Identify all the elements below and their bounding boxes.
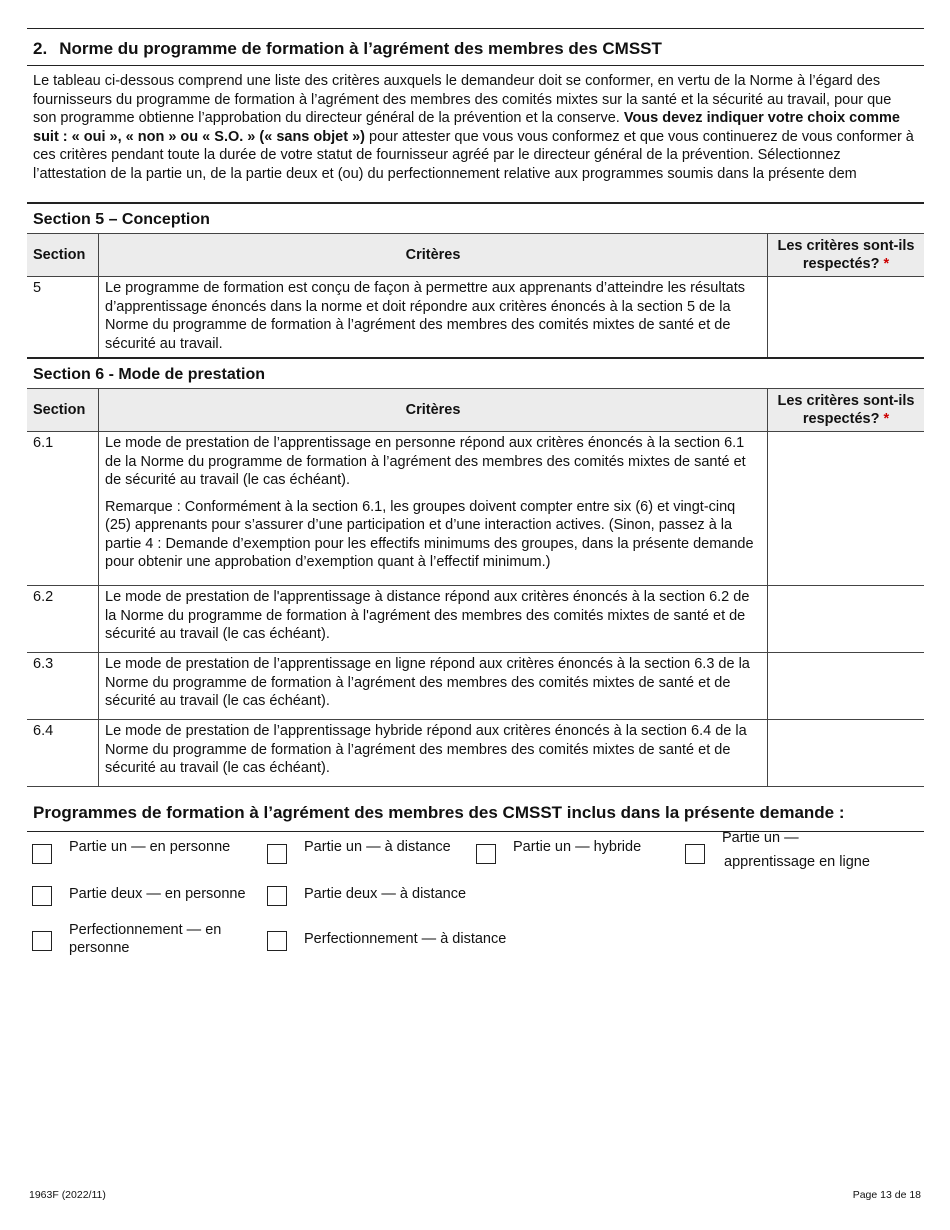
form-page — [27, 28, 924, 972]
row-criteria-text: Le programme de formation est conçu de façon à permettre aux apprenants d’atteindre les résultats d’apprentissage énoncés dans la norme et doit répondre aux critères énoncés à la section 5 de la Norme du programme de formation à l’agrément des membres des comités mixtes de santé et de sécurité au travail. — [99, 277, 768, 359]
checkbox-perfectionnement-en-personne[interactable] — [32, 931, 52, 951]
required-asterisk: * — [883, 411, 890, 427]
criteria-met-input[interactable] — [768, 653, 925, 720]
option-label-line-2: personne — [69, 940, 130, 956]
section-5-table — [27, 233, 924, 359]
option-label: Perfectionnement — à distance — [304, 931, 507, 947]
criteria-met-input[interactable] — [768, 277, 925, 359]
row-criteria-text: Le mode de prestation de l’apprentissage hybride répond aux critères énoncés à la section 6.4 de la Norme du programme de formation à l’agrément des membres des comités mixtes de santé et de sécurité au travail (le cas échéant). — [99, 720, 768, 787]
row-criteria-note: Remarque : Conformément à la section 6.1, les groupes doivent compter entre six (6) et vingt-cinq (25) apprenants pour s’assurer d’une participation et d’une interaction actives. (Sinon, passez à la partie 4 : Demande d’exemption pour les effectifs minimums des groupes, dans la présente demande pour obtenir une approbation d’exemption quant à l’effectif minimum.) — [105, 498, 754, 570]
section-6-table — [27, 388, 924, 787]
checkbox-perfectionnement-a-distance[interactable] — [267, 931, 287, 951]
programs-title: Programmes de formation à l’agrément des membres des CMSST inclus dans la présente demande : — [27, 787, 924, 832]
table-row — [27, 432, 924, 586]
row-criteria-text: Le mode de prestation de l’apprentissage en ligne répond aux critères énoncés à la section 6.3 de la Norme du programme de formation à l’agrément des membres des comités mixtes de santé et de sécurité au travail (le cas échéant). — [99, 653, 768, 720]
option-label: Partie deux — à distance — [304, 886, 467, 902]
table-header-row — [27, 234, 924, 277]
header-met-label: Les critères sont-ils respectés? — [777, 393, 915, 427]
table-row — [27, 277, 924, 359]
page-number: Page 13 de 18 — [852, 1189, 921, 1201]
programs-options — [27, 832, 924, 972]
option-label: Partie un — en personne — [69, 839, 231, 855]
table-header-row — [27, 389, 924, 432]
header-criteria: Critères — [99, 389, 768, 432]
header-criteria: Critères — [99, 234, 768, 277]
section-2-heading — [27, 28, 924, 66]
option-label: Partie un — hybride — [513, 839, 642, 855]
row-section-number: 6.2 — [27, 586, 99, 653]
intro-text-2: pour attester que vous vous conformez et que vous continuerez de vous conformer à ces critères pendant toute la durée de votre statut de fournisseur agréé par le directeur général de la prévention. Sélectionnez l’attestation de la partie un, de la partie deux et (ou) du perfectionnement relative aux programmes soumis dans la présente dem — [33, 128, 914, 182]
table-row — [27, 653, 924, 720]
section-intro — [27, 66, 924, 204]
row-section-number: 6.3 — [27, 653, 99, 720]
row-section-number: 6.1 — [27, 432, 99, 586]
criteria-met-input[interactable] — [768, 586, 925, 653]
checkbox-partie-un-hybride[interactable] — [476, 844, 496, 864]
checkbox-partie-un-apprentissage-en-ligne[interactable] — [685, 844, 705, 864]
checkbox-partie-deux-a-distance[interactable] — [267, 886, 287, 906]
option-label-line-1: Partie un — — [722, 830, 799, 846]
section-6-title: Section 6 - Mode de prestation — [33, 366, 266, 383]
intro-text-1: Le tableau ci-dessous comprend une liste des critères auxquels le demandeur doit se conformer, en vertu de la Norme à l’égard des fournisseurs du programme de formation à l’agrément des membres des comités mixtes sur la santé et la sécurité au travail, pour que son programme obtienne l’approbation du directeur général de la prévention et la conserve. — [33, 73, 892, 126]
criteria-met-input[interactable] — [768, 720, 925, 787]
section-number: 2. — [33, 39, 48, 58]
option-label: Partie deux — en personne — [69, 886, 246, 902]
row-section-number: 6.4 — [27, 720, 99, 787]
checkbox-partie-un-a-distance[interactable] — [267, 844, 287, 864]
option-label-line-1: Perfectionnement — en — [69, 922, 222, 938]
row-criteria-text: Le mode de prestation de l’apprentissage en personne répond aux critères énoncés à la section 6.1 de la Norme du programme de formation à l’agrément des membres des comités mixtes de santé et de sécurité au travail (le cas échéant). — [105, 435, 746, 488]
option-label: Partie un — à distance — [304, 839, 451, 855]
header-met — [768, 234, 925, 277]
form-id: 1963F (2022/11) — [29, 1189, 106, 1201]
required-asterisk: * — [883, 256, 890, 272]
section-5-title: Section 5 – Conception — [33, 211, 210, 228]
intro-bold-instruction: Vous devez indiquer votre choix comme suit : « oui », « non » ou « S.O. » (« sans objet ») — [33, 110, 900, 145]
criteria-met-input[interactable] — [768, 432, 925, 586]
row-section-number: 5 — [27, 277, 99, 359]
option-label-line-2: apprentissage en ligne — [724, 854, 870, 870]
header-section: Section — [27, 234, 99, 277]
section-title: Norme du programme de formation à l’agrément des membres des CMSST — [59, 39, 662, 58]
header-met — [768, 389, 925, 432]
row-criteria-cell — [99, 432, 768, 586]
table-row — [27, 720, 924, 787]
header-section: Section — [27, 389, 99, 432]
row-criteria-text: Le mode de prestation de l'apprentissage à distance répond aux critères énoncés à la section 6.2 de la Norme du programme de formation à l'agrément des membres des comités mixtes de santé et de sécurité au travail (le cas échéant). — [99, 586, 768, 653]
checkbox-partie-deux-en-personne[interactable] — [32, 886, 52, 906]
checkbox-partie-un-en-personne[interactable] — [32, 844, 52, 864]
table-row — [27, 586, 924, 653]
header-met-label: Les critères sont-ils respectés? — [777, 238, 915, 272]
